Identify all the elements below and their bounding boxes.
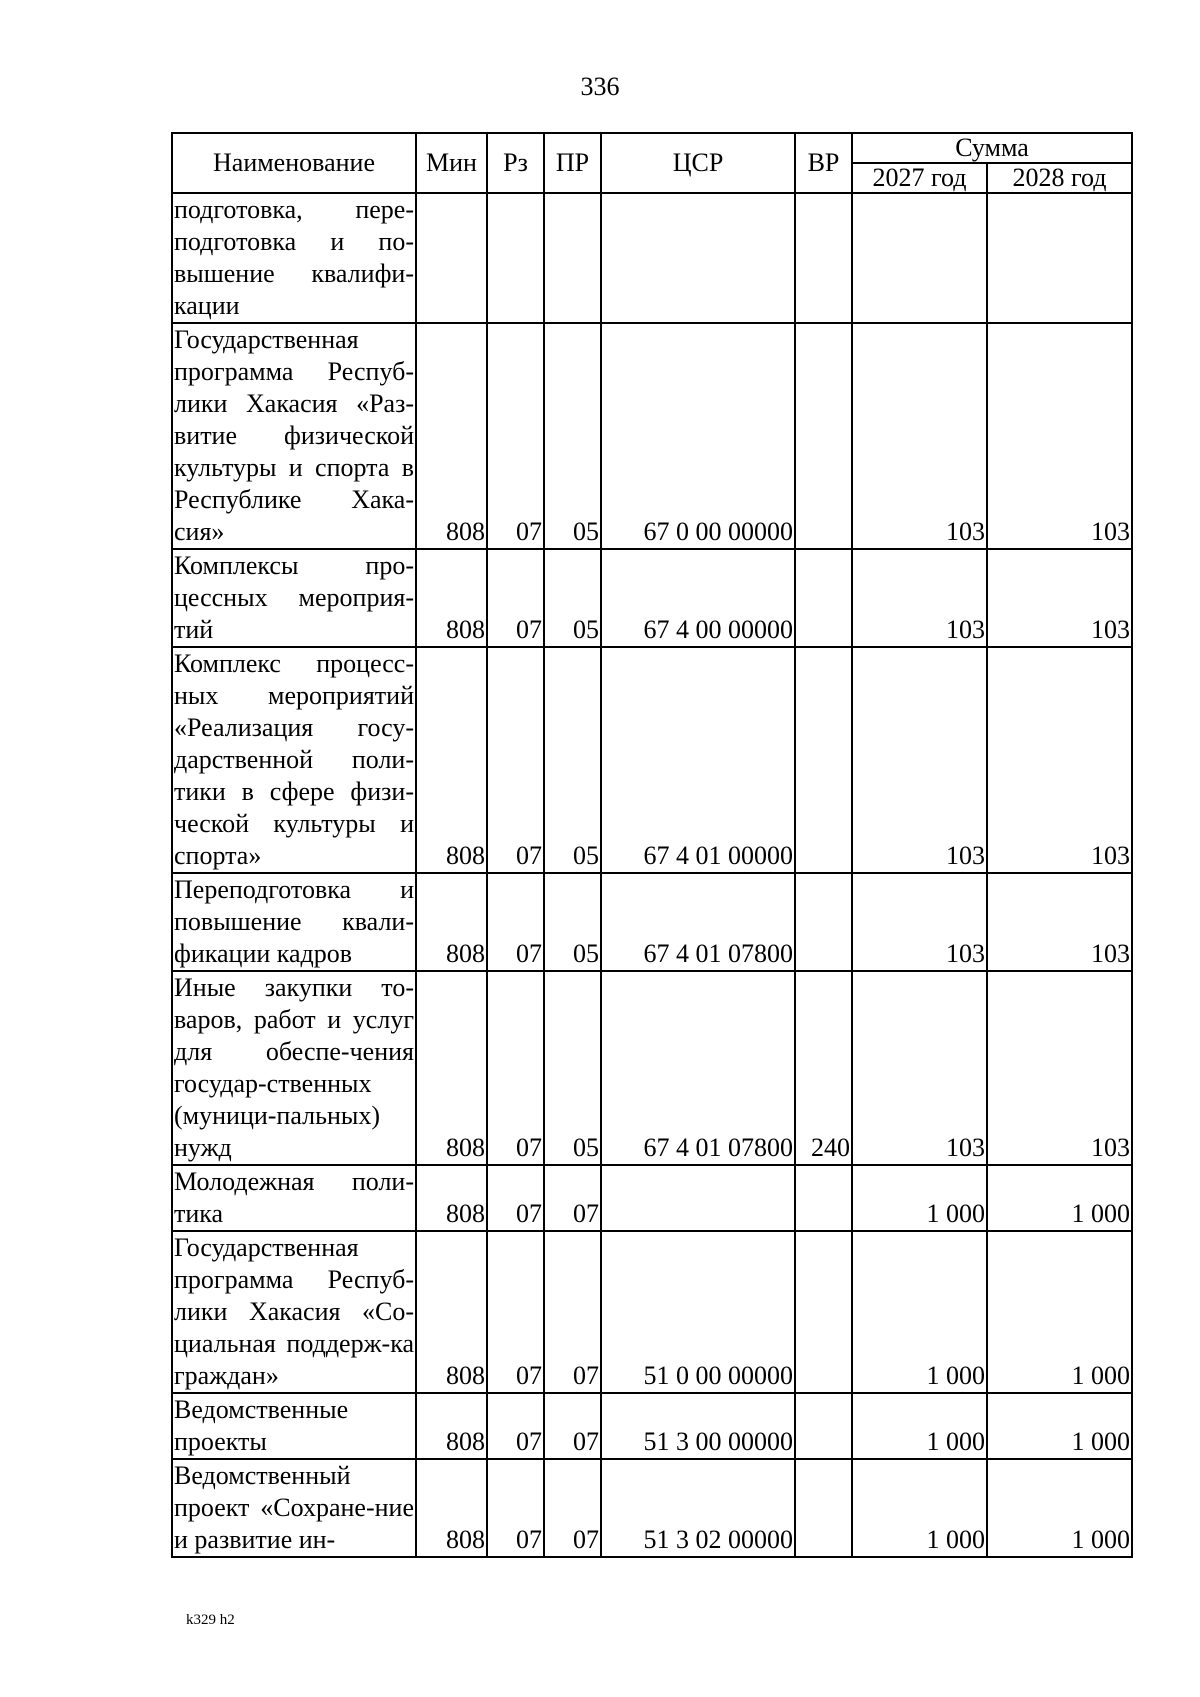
- cell-pr: [544, 193, 601, 323]
- cell-csr: 67 0 00 00000: [601, 323, 795, 549]
- cell-name: подготовка, пере-подготовка и по-вышение квалифи-кации: [172, 193, 416, 323]
- table-row: [172, 1393, 1132, 1459]
- cell-vr: 240: [795, 971, 852, 1165]
- table-row: [172, 193, 1132, 323]
- header-name: Наименование: [172, 133, 416, 193]
- table-row: [172, 549, 1132, 647]
- table-row: [172, 323, 1132, 549]
- cell-min: 808: [416, 971, 487, 1165]
- cell-rz: 07: [487, 323, 544, 549]
- page-number: 336: [580, 72, 620, 101]
- cell-csr: 67 4 01 00000: [601, 647, 795, 873]
- cell-y2028: 1 000: [987, 1165, 1132, 1231]
- cell-y2028: 103: [987, 647, 1132, 873]
- header-vr: ВР: [795, 133, 852, 193]
- header-year-2027: 2027 год: [852, 163, 987, 193]
- cell-name: Ведомственные проекты: [172, 1393, 416, 1459]
- footer-code: k329 h2: [186, 1612, 235, 1628]
- cell-vr: [795, 647, 852, 873]
- cell-min: [416, 193, 487, 323]
- cell-pr: 05: [544, 549, 601, 647]
- table-body: [172, 193, 1132, 1557]
- cell-name: Государственная программа Респуб-лики Хакасия «Со-циальная поддерж-ка граждан»: [172, 1231, 416, 1393]
- cell-y2027: 1 000: [852, 1231, 987, 1393]
- cell-name: Иные закупки то-варов, работ и услуг для обеспе-чения государ-ственных (муници-пальных) нужд: [172, 971, 416, 1165]
- cell-rz: 07: [487, 1231, 544, 1393]
- cell-min: 808: [416, 1165, 487, 1231]
- cell-y2028: 1 000: [987, 1231, 1132, 1393]
- cell-pr: 05: [544, 323, 601, 549]
- cell-csr: 67 4 00 00000: [601, 549, 795, 647]
- cell-vr: [795, 549, 852, 647]
- cell-name: Переподготовка и повышение квали-фикации кадров: [172, 873, 416, 971]
- cell-min: 808: [416, 873, 487, 971]
- header-sum: Сумма: [852, 133, 1132, 163]
- cell-min: 808: [416, 1459, 487, 1557]
- cell-pr: 05: [544, 873, 601, 971]
- cell-csr: 67 4 01 07800: [601, 971, 795, 1165]
- cell-y2028: [987, 193, 1132, 323]
- cell-y2027: 1 000: [852, 1393, 987, 1459]
- cell-min: 808: [416, 647, 487, 873]
- cell-vr: [795, 1459, 852, 1557]
- cell-y2027: 103: [852, 647, 987, 873]
- cell-rz: 07: [487, 1165, 544, 1231]
- cell-rz: [487, 193, 544, 323]
- table-row: [172, 1459, 1132, 1557]
- cell-name: Комплексы про-цессных мероприя-тий: [172, 549, 416, 647]
- cell-csr: 51 0 00 00000: [601, 1231, 795, 1393]
- cell-vr: [795, 193, 852, 323]
- cell-pr: 07: [544, 1459, 601, 1557]
- cell-name: Комплекс процесс-ных мероприятий «Реализация госу-дарственной поли-тики в сфере физи-ческой культуры и спорта»: [172, 647, 416, 873]
- cell-rz: 07: [487, 873, 544, 971]
- cell-pr: 07: [544, 1393, 601, 1459]
- header-min: Мин: [416, 133, 487, 193]
- cell-vr: [795, 873, 852, 971]
- table-row: [172, 647, 1132, 873]
- cell-pr: 07: [544, 1231, 601, 1393]
- cell-csr: 51 3 00 00000: [601, 1393, 795, 1459]
- cell-rz: 07: [487, 647, 544, 873]
- cell-min: 808: [416, 1231, 487, 1393]
- cell-name: Молодежная поли-тика: [172, 1165, 416, 1231]
- table-row: [172, 971, 1132, 1165]
- cell-y2027: 103: [852, 971, 987, 1165]
- cell-pr: 07: [544, 1165, 601, 1231]
- cell-rz: 07: [487, 549, 544, 647]
- header-csr: ЦСР: [601, 133, 795, 193]
- cell-y2027: 103: [852, 549, 987, 647]
- cell-rz: 07: [487, 1459, 544, 1557]
- cell-min: 808: [416, 549, 487, 647]
- cell-y2028: 103: [987, 971, 1132, 1165]
- table-header: [172, 133, 1132, 193]
- cell-min: 808: [416, 1393, 487, 1459]
- cell-pr: 05: [544, 647, 601, 873]
- header-rz: Рз: [487, 133, 544, 193]
- cell-min: 808: [416, 323, 487, 549]
- cell-csr: 51 3 02 00000: [601, 1459, 795, 1557]
- cell-vr: [795, 323, 852, 549]
- cell-csr: [601, 1165, 795, 1231]
- budget-table: [171, 132, 1133, 1558]
- table-row: [172, 1231, 1132, 1393]
- cell-vr: [795, 1165, 852, 1231]
- cell-name: Государственная программа Респуб-лики Хакасия «Раз-витие физической культуры и спорта в Республике Хака-сия»: [172, 323, 416, 549]
- cell-y2027: 103: [852, 323, 987, 549]
- cell-name: Ведомственный проект «Сохране-ние и развитие ин-: [172, 1459, 416, 1557]
- cell-y2028: 103: [987, 323, 1132, 549]
- table-row: [172, 873, 1132, 971]
- cell-rz: 07: [487, 1393, 544, 1459]
- cell-y2028: 1 000: [987, 1393, 1132, 1459]
- cell-csr: 67 4 01 07800: [601, 873, 795, 971]
- cell-csr: [601, 193, 795, 323]
- cell-y2028: 1 000: [987, 1459, 1132, 1557]
- cell-y2028: 103: [987, 873, 1132, 971]
- cell-y2027: 103: [852, 873, 987, 971]
- cell-vr: [795, 1231, 852, 1393]
- cell-vr: [795, 1393, 852, 1459]
- cell-rz: 07: [487, 971, 544, 1165]
- cell-pr: 05: [544, 971, 601, 1165]
- cell-y2028: 103: [987, 549, 1132, 647]
- cell-y2027: 1 000: [852, 1165, 987, 1231]
- cell-y2027: [852, 193, 987, 323]
- cell-y2027: 1 000: [852, 1459, 987, 1557]
- table-row: [172, 1165, 1132, 1231]
- header-pr: ПР: [544, 133, 601, 193]
- header-year-2028: 2028 год: [987, 163, 1132, 193]
